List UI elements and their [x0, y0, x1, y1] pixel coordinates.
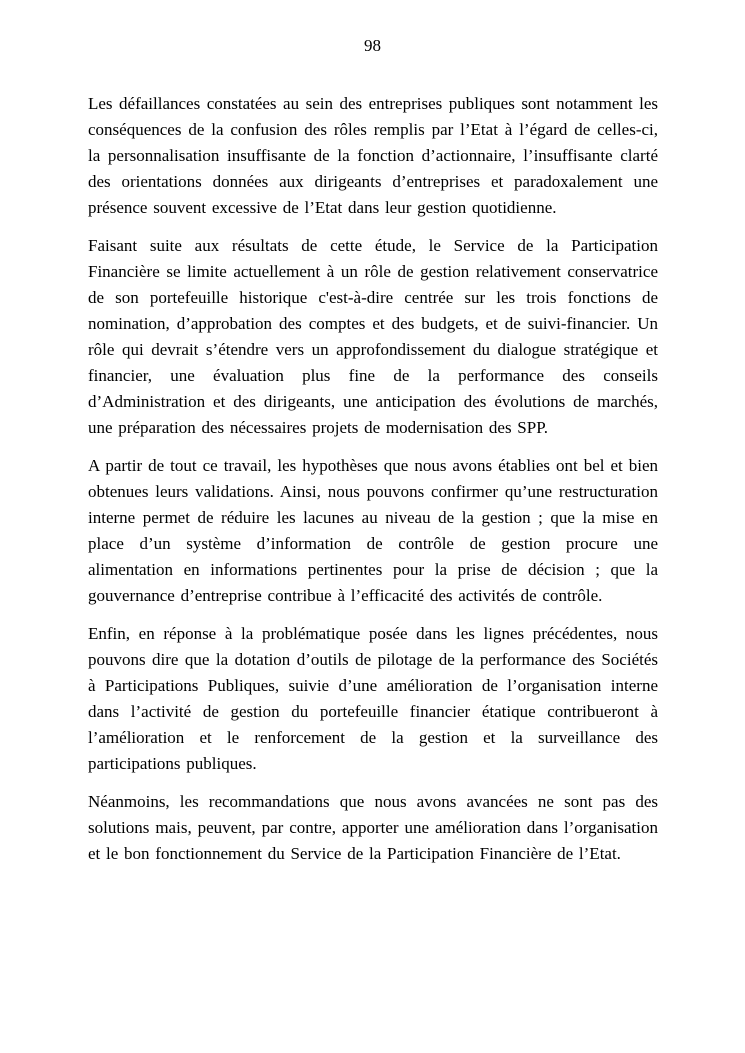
- paragraph-4: Enfin, en réponse à la problématique posée dans les lignes précédentes, nous pouvons dire que la dotation d’outils de pilotage de la performance des Sociétés à Participations Publiques, suivie d’une amélioration de l’organisation interne dans l’activité de gestion du portefeuille financier étatique contribueront à l’amélioration et le renforcement de la gestion et la surveillance des participations publiques.: [88, 624, 658, 773]
- page-number: 98: [364, 36, 381, 55]
- paragraph-3: A partir de tout ce travail, les hypothèses que nous avons établies ont bel et bien obtenues leurs validations. Ainsi, nous pouvons confirmer qu’une restructuration interne permet de réduire les lacunes au niveau de la gestion ; que la mise en place d’un système d’information de contrôle de gestion procure une alimentation en informations pertinentes pour la prise de décision ; que la gouvernance d’entreprise contribue à l’efficacité des activités de contrôle.: [88, 456, 658, 605]
- paragraph-5: Néanmoins, les recommandations que nous avons avancées ne sont pas des solutions mais, peuvent, par contre, apporter une amélioration dans l’organisation et le bon fonctionnement du Service de la Participation Financière de l’Etat.: [88, 792, 658, 863]
- paragraph-2: Faisant suite aux résultats de cette étude, le Service de la Participation Financière se limite actuellement à un rôle de gestion relativement conservatrice de son portefeuille historique c'est-à-dire centrée sur les trois fonctions de nomination, d’approbation des comptes et des budgets, et de suivi-financier. Un rôle qui devrait s’étendre vers un approfondissement du dialogue stratégique et financier, une évaluation plus fine de la performance des conseils d’Administration et des dirigeants, une anticipation des évolutions de marchés, une préparation des nécessaires projets de modernisation des SPP.: [88, 236, 658, 437]
- document-body: [88, 91, 658, 879]
- paragraph-1: Les défaillances constatées au sein des entreprises publiques sont notamment les conséquences de la confusion des rôles remplis par l’Etat à l’égard de celles-ci, la personnalisation insuffisante de la fonction d’actionnaire, l’insuffisante clarté des orientations données aux dirigeants d’entreprises et paradoxalement une présence souvent excessive de l’Etat dans leur gestion quotidienne.: [88, 94, 658, 217]
